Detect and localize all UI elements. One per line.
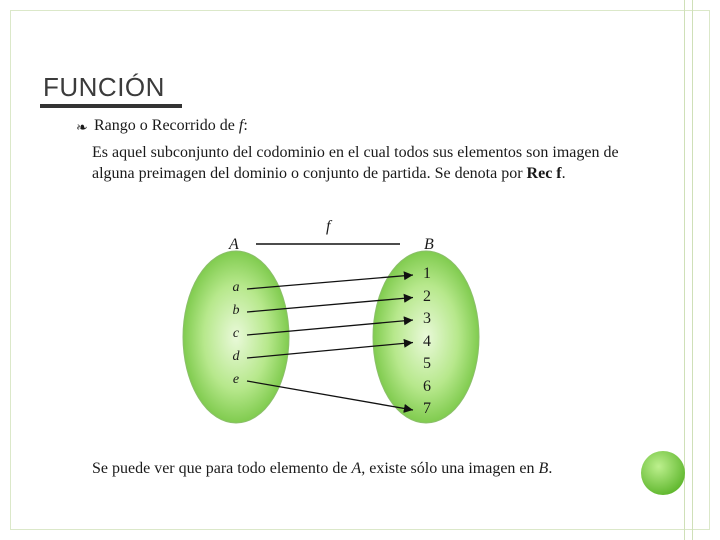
set-b-element: 2 bbox=[423, 287, 431, 305]
set-a-element: a bbox=[232, 280, 240, 295]
set-a-element: c bbox=[232, 326, 240, 341]
set-b-element: 5 bbox=[423, 355, 431, 372]
set-b-element: 6 bbox=[423, 377, 431, 395]
note-var-b: B bbox=[538, 460, 549, 477]
set-b-element: 3 bbox=[423, 310, 431, 327]
decorative-green-circle bbox=[641, 451, 685, 495]
set-b-label: B bbox=[424, 236, 434, 253]
note-text-2: , existe sólo una imagen en bbox=[361, 460, 539, 477]
set-a-element: e bbox=[232, 372, 240, 387]
heading-tail: : bbox=[243, 117, 248, 134]
function-label: f bbox=[326, 218, 331, 235]
note-text-1: Se puede ver que para todo elemento de bbox=[92, 460, 352, 477]
heading-var: f bbox=[238, 117, 244, 134]
set-b-element: 4 bbox=[423, 332, 431, 350]
set-a-element: b bbox=[232, 303, 240, 318]
set-b-element: 7 bbox=[423, 400, 431, 417]
paragraph-end: . bbox=[561, 165, 566, 182]
paragraph-bold: Rec f bbox=[526, 165, 562, 182]
set-a-label: A bbox=[229, 236, 239, 253]
set-b-element: 1 bbox=[423, 265, 431, 282]
conclusion-note bbox=[92, 458, 632, 479]
page-title: FUNCIÓN bbox=[43, 72, 165, 102]
wreath-bullet-icon: ❧ bbox=[76, 121, 88, 136]
set-a-element: d bbox=[232, 349, 240, 364]
paragraph-text: Es aquel subconjunto del codominio en el cual todos sus elementos son imagen de alguna preimagen del dominio o conjunto de partida. Se denota por bbox=[92, 144, 619, 182]
note-text-3: . bbox=[548, 460, 553, 477]
heading-lead: Rango o Recorrido de bbox=[94, 117, 239, 134]
note-var-a: A bbox=[351, 460, 362, 477]
